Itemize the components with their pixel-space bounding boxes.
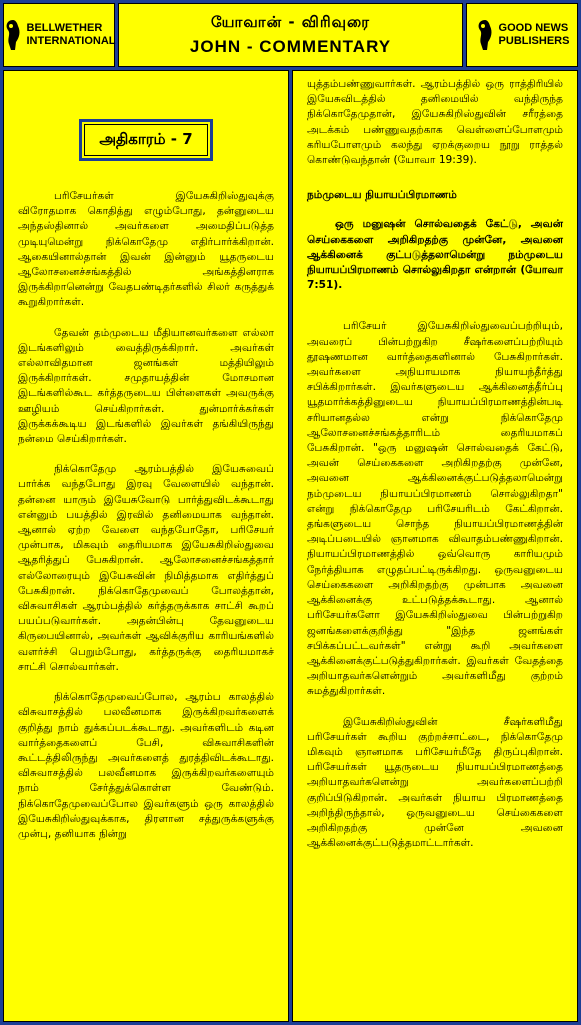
paragraph: நிக்கொதேமுவைப்போல, ஆரம்ப காலத்தில் விசுவாசத்தில் பலவீனமாக இருக்கிறவர்களைக் குறித்து நாம் துக்கப்படக்கூடாது. அவர்களிடம் கடின வார்த்தைகளைப் பேசி, விசுவாசிகளின் கூட்டத்திலிருந்து அவர்களைத் துரத்திவிடக்கூடாது. விசுவாசத்தில் பலவீனமாக இருக்கிறவர்களையும் நாம் சேர்த்துக்கொள்ள வேண்டும். நிக்கொதேமுவைப்போல இவர்களும் ஒரு காலத்தில் இயேசுகிறிஸ்துவுக்காக, திரளான சத்துருக்களுக்கு முன்பு, தனியாக நின்று [18, 691, 274, 840]
body-area [3, 70, 578, 1022]
left-logo-line2: INTERNATIONAL [26, 35, 116, 47]
right-logo-line2: PUBLISHERS [498, 35, 570, 47]
ram-icon [475, 18, 495, 52]
chapter-box [79, 119, 213, 161]
ram-icon [3, 18, 23, 52]
title-box [118, 3, 463, 67]
chapter-title: அதிகாரம் - 7 [84, 124, 208, 156]
paragraph-continuation: யுத்தம்பண்ணுவார்கள். ஆரம்பத்தில் ஒரு ராத்திரியில் இயேசுவிடத்தில் தனிமையில் வந்திருந்த நிக்கொதேமுதான், இயேசுகிறிஸ்துவின் சரீரத்தை அடக்கம் பண்ணுவதற்காக வெள்ளைப்போளமும் கரியபோளமும் கலந்து ஏறக்குறைய நூறு ராத்தல் கொண்டுவந்தான் (யோவா 19:39). [307, 78, 563, 167]
publisher-logo-left [3, 3, 115, 67]
paragraph: பரிசேயர் இயேசுகிறிஸ்துவைப்பற்றியும், அவரைப் பின்பற்றுகிற சீஷர்களைப்பற்றியும் தூஷணமான வார்த்தைகளினால் பேசுகிறார்கள். அவர்களை அநியாயமாக நியாயந்தீர்த்து சபிக்கிறார்கள். இவர்களுடைய ஆக்கினைத்தீர்ப்பு யூதமார்க்கத்தினுடைய நியாயப்பிரமாணத்தின்படி சரியானதல்ல என்று நிக்கொதேமு ஆலோசனைச்சங்கத்தாரிடம் தைரியமாகப் பேசுகிறான். "ஒரு மனுஷன் சொல்வதைக் கேட்டு, அவன் செய்கைகளை அறிகிறதற்கு முன்னே, அவனை ஆக்கினைக்குட்படுத்தலாமென்று நம்முடைய நியாயப்பிரமாணம் சொல்லுகிறதா" என்று நிக்கொதேமு பரிசேயரிடம் கேட்கிறான். தங்களுடைய சொந்த நியாயப்பிரமாணத்தின் அடிப்படையில் ஞானமாக விவாதம்பண்ணுகிறான். நியாயப்பிரமாணத்தில் ஒவ்வொரு காரியமும் நேர்த்தியாக எழுதப்பட்டிருக்கிறது. ஒருவனுடைய செய்கைகளை அறிகிறதற்கு முன்பாக அவனை ஆக்கினைக்கு உட்படுத்தக்கூடாது. ஆனால் பரிசேயர்களோ இயேசுகிறிஸ்துவை பின்பற்றுகிற ஜனங்களைக்குறித்து "இந்த ஜனங்கள் சபிக்கப்பட்டவர்கள்" என்று கூறி அவர்களை ஆக்கினைக்குட்படுத்துகிறார்கள். இவர்கள் வேதத்தை அறியாதவர்களென்றும் அவர்களிமீது குற்றம் சுமத்துகிறார்கள். [307, 320, 563, 698]
paragraph: இயேசுகிறிஸ்துவின் சீஷர்களிமீது பரிசேயர்கள் கூறிய குற்றச்சாட்டை, நிக்கொதேமு மிகவும் ஞானமாக பரிசேயர்மீதே திருப்புகிறான். பரிசேயர்கள் யூதருடைய நியாயப்பிரமாணத்தை அறியாதவர்களென்று அவர்களைப்பற்றி குறிப்பிடுகிறான். அவர்கள் நியாய பிரமாணத்தை அறிந்திருந்தால், ஒருவனுடைய செய்கைகளை அறிகிறதற்கு முன்னே அவனை ஆக்கினைக்குட்படுத்தமாட்டார்கள். [307, 715, 563, 850]
section-heading: நம்முடைய நியாயப்பிரமாணம் [307, 189, 457, 202]
publisher-logo-right [466, 3, 578, 67]
paragraph: தேவன் தம்முடைய மீதியானவர்களை எல்லா இடங்களிலும் வைத்திருக்கிறார். அவர்கள் எல்லாவிதமான ஜனங்கள் மத்தியிலும் இருக்கிறார்கள். சமுதாயத்தின் மோசமான இடங்களில்கூட கர்த்தருடைய பிள்ளைகள் அவருக்கு ஊழியம் செய்கிறார்கள். துன்மார்க்கர்கள் இருக்கக்கூடிய இடங்களில் இவர்கள் தங்கியிருந்து நன்மை செய்கிறார்கள். [18, 326, 274, 446]
title-tamil: யோவான் - விரிவுரை [211, 13, 370, 31]
right-logo-line1: GOOD NEWS [498, 22, 569, 34]
header [3, 3, 578, 67]
paragraph: பரிசேயர்கள் இயேசுகிறிஸ்துவுக்கு விரோதமாக கொதித்து எழும்போது, தன்னுடைய அந்தஸ்தினால் அவர்களை அமைதிப்படுத்த முடியுமென்று நிக்கொதேமு எதிர்பார்க்கிறான். ஆகையினால்தான் இவன் இன்னும் யூதருடைய ஆலோசனைச்சங்கத்தில் அங்கத்தினராக இருக்கிறானென்று வேதபண்டிதர்களில் சிலர் கருத்துக் கூறுகிறார்கள். [18, 190, 274, 309]
title-english: JOHN - COMMENTARY [189, 37, 392, 56]
left-column [3, 70, 289, 1022]
scripture-quote: ஒரு மனுஷன் சொல்வதைக் கேட்டு, அவன் செய்கைகளை அறிகிறதற்கு முன்னே, அவனை ஆக்கினைக் குட்படுத்தலாமென்று நம்முடைய நியாயப்பிரமாணம் சொல்லுகிறதா என்றான் (யோவா 7:51). [307, 218, 563, 292]
paragraph: நிக்கொதேமு ஆரம்பத்தில் இயேசுவைப் பார்க்க வந்தபோது இரவு வேளையில் வந்தான். தன்னை யாரும் இயேசுவோடு பார்த்துவிடக்கூடாது என்னும் பயத்தில் இரவில் தனிமையாக வந்தான். ஆனால் ஏற்ற வேளை வந்தபோதோ, பரிசேயர் முன்பாக, மிகவும் தைரியமாக இயேசுகிறிஸ்துவை ஆதரித்துப் பேசுகிறான். ஆலோசனைச்சங்கத்தார் எல்லோரையும் இயேசுவின் நிமித்தமாக எதிர்த்துப் பேசுகிறான். நிக்கொதேமுவைப் போலத்தான், விசுவாசிகள் ஆரம்பத்தில் கர்த்தருக்காக சாட்சி கூறப் பயப்படுவார்கள். அதன்பின்பு தேவனுடைய கிருபையினால், அவர்கள் ஆவிக்குரிய காரியங்களில் வளர்ச்சி பெறும்போது, கர்த்தருக்கு தைரியமாகச் சாட்சி சொல்வார்கள். [18, 463, 274, 673]
left-logo-line1: BELLWETHER [26, 22, 103, 34]
right-column [292, 70, 578, 1022]
